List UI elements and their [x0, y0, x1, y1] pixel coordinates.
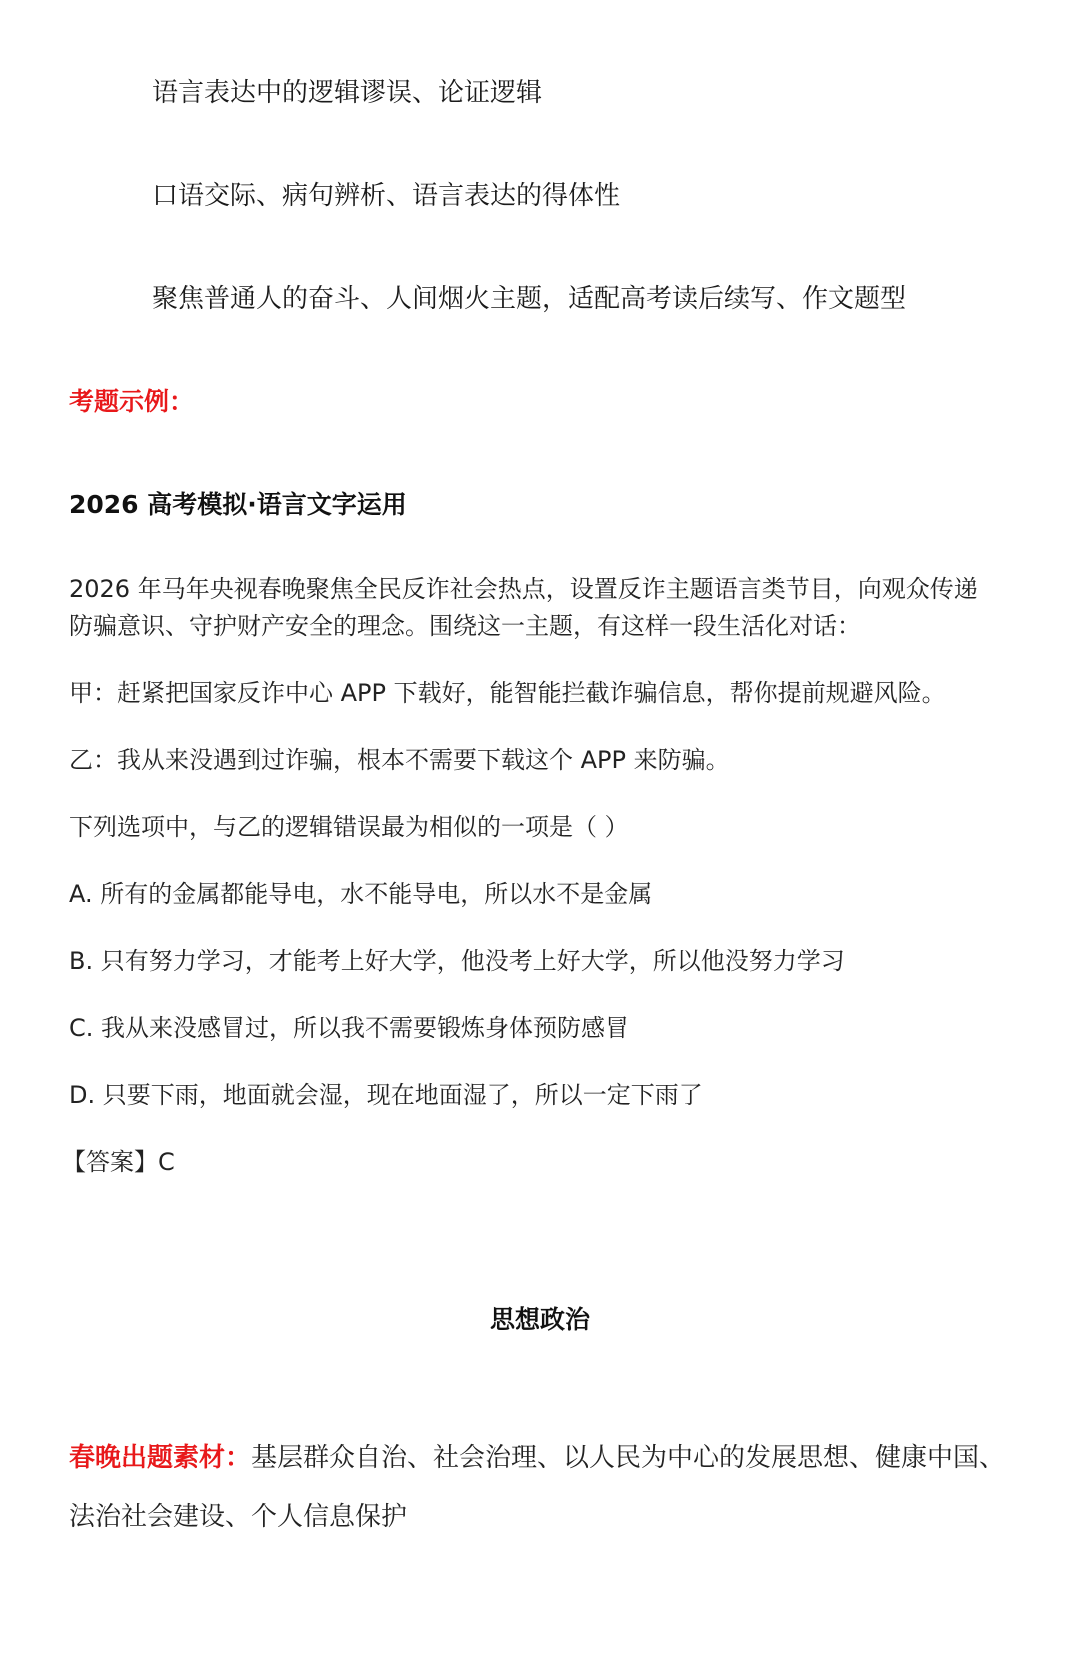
material-label: 春晚出题素材： — [69, 1443, 252, 1473]
dialogue-yi: 乙：我从来没遇到过诈骗，根本不需要下载这个 APP 来防骗。 — [69, 746, 730, 774]
option-c: C. 我从来没感冒过，所以我不需要锻炼身体预防感冒 — [69, 1014, 630, 1042]
material-text: 基层群众自治、社会治理、以人民为中心的发展思想、健康中国、 — [251, 1443, 1006, 1473]
topic-item: 聚焦普通人的奋斗、人间烟火主题，适配高考读后续写、作文题型 — [152, 284, 907, 314]
intro-text-line: 防骗意识、守护财产安全的理念。围绕这一主题，有这样一段生活化对话： — [69, 612, 861, 640]
question-title: 2026 高考模拟·语言文字运用 — [69, 490, 407, 519]
option-b: B. 只有努力学习，才能考上好大学，他没考上好大学，所以他没努力学习 — [69, 947, 845, 975]
material-line — [69, 1445, 1005, 1471]
topic-item: 口语交际、病句辨析、语言表达的得体性 — [152, 181, 621, 211]
topic-item: 语言表达中的逻辑谬误、论证逻辑 — [152, 78, 543, 108]
dialogue-jia: 甲：赶紧把国家反诈中心 APP 下载好，能智能拦截诈骗信息，帮你提前规避风险。 — [69, 679, 946, 707]
intro-text-line: 2026 年马年央视春晚聚焦全民反诈社会热点，设置反诈主题语言类节目，向观众传递 — [69, 575, 978, 603]
section-title: 思想政治 — [489, 1305, 590, 1334]
material-text-line: 法治社会建设、个人信息保护 — [69, 1502, 408, 1532]
answer: 【答案】C — [62, 1148, 175, 1176]
example-label: 考题示例： — [69, 387, 195, 416]
question-stem: 下列选项中，与乙的逻辑错误最为相似的一项是（ ） — [69, 813, 629, 841]
option-d: D. 只要下雨，地面就会湿，现在地面湿了，所以一定下雨了 — [69, 1081, 703, 1109]
option-a: A. 所有的金属都能导电，水不能导电，所以水不是金属 — [69, 880, 653, 908]
